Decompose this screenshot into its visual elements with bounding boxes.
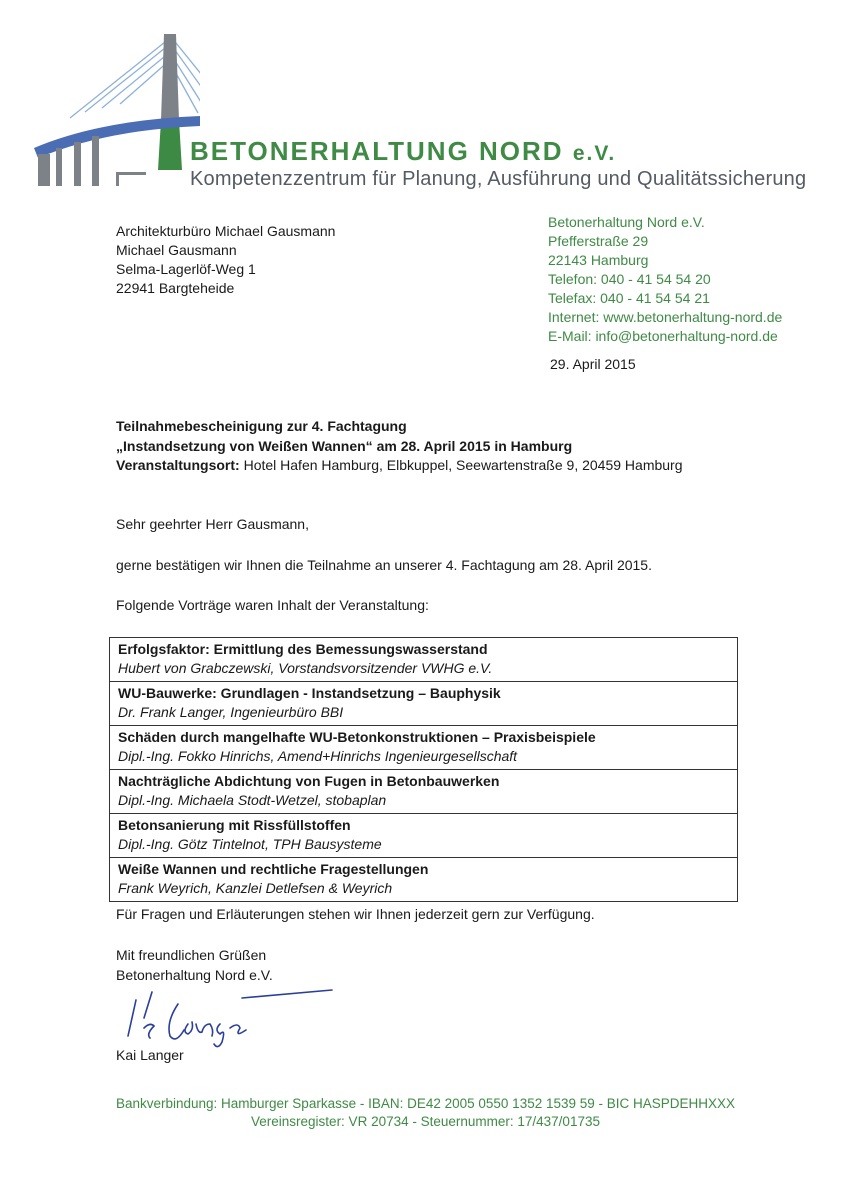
- recipient-line: Architekturbüro Michael Gausmann: [116, 223, 336, 239]
- paragraph-confirmation: gerne bestätigen wir Ihnen die Teilnahme an unserer 4. Fachtagung am 28. April 2015.: [116, 557, 652, 573]
- signer-name: Kai Langer: [116, 1047, 184, 1063]
- paragraph-talks-intro: Folgende Vorträge waren Inhalt der Veranstaltung:: [116, 597, 429, 613]
- recipient-line: Selma-Lagerlöf-Weg 1: [116, 261, 256, 277]
- talk-speaker: Hubert von Grabczewski, Vorstandsvorsitzender VWHG e.V.: [118, 660, 493, 676]
- talk-title: Nachträgliche Abdichtung von Fugen in Betonbauwerken: [118, 773, 500, 789]
- talk-speaker: Dr. Frank Langer, Ingenieurbüro BBI: [118, 704, 344, 720]
- talks-table: [109, 637, 738, 902]
- talk-row: [110, 770, 737, 814]
- footer-bank: Bankverbindung: Hamburger Sparkasse - IBAN: DE42 2005 0550 1352 1539 59 - BIC HASPDEHHXXX: [115, 1096, 736, 1111]
- talk-speaker: Dipl.-Ing. Fokko Hinrichs, Amend+Hinrichs Ingenieurgesellschaft: [118, 748, 518, 764]
- talk-row: [110, 726, 737, 770]
- venue-label: Veranstaltungsort:: [116, 457, 240, 473]
- logo: [30, 30, 200, 190]
- talk-speaker: Dipl.-Ing. Michaela Stodt-Wetzel, stobaplan: [118, 792, 387, 808]
- talk-title: Erfolgsfaktor: Ermittlung des Bemessungswasserstand: [118, 641, 488, 657]
- talk-title: Betonsanierung mit Rissfüllstoffen: [118, 817, 351, 833]
- talk-speaker: Frank Weyrich, Kanzlei Detlefsen & Weyrich: [118, 880, 393, 896]
- org-name-suffix: e.V.: [572, 142, 617, 165]
- talk-title: Weiße Wannen und rechtliche Fragestellungen: [118, 861, 429, 877]
- sender-line: 22143 Hamburg: [548, 252, 649, 268]
- closing-note: Für Fragen und Erläuterungen stehen wir Ihnen jederzeit gern zur Verfügung.: [116, 906, 595, 922]
- recipient-address: [116, 222, 335, 298]
- sender-line: Betonerhaltung Nord e.V.: [548, 214, 705, 230]
- venue-value: Hotel Hafen Hamburg, Elbkuppel, Seewartenstraße 9, 20459 Hamburg: [239, 457, 683, 473]
- greeting: Mit freundlichen Grüßen: [116, 947, 267, 963]
- talk-row: [110, 682, 737, 726]
- sender-website[interactable]: Internet: www.betonerhaltung-nord.de: [548, 309, 783, 325]
- signature-icon: [122, 978, 342, 1053]
- recipient-line: 22941 Bargteheide: [116, 280, 235, 296]
- sender-line: Pfefferstraße 29: [548, 233, 649, 249]
- recipient-line: Michael Gausmann: [116, 242, 237, 258]
- subject-line-1: Teilnahmebescheinigung zur 4. Fachtagung: [116, 418, 407, 434]
- sender-fax: Telefax: 040 - 41 54 54 21: [548, 290, 710, 306]
- talk-title: Schäden durch mangelhafte WU-Betonkonstruktionen – Praxisbeispiele: [118, 729, 596, 745]
- org-name: [190, 136, 616, 167]
- signature: [122, 978, 342, 1053]
- bridge-logo-icon: [30, 30, 200, 190]
- footer-register: Vereinsregister: VR 20734 - Steuernummer: 17/437/01735: [251, 1114, 600, 1129]
- org-tagline: Kompetenzzentrum für Planung, Ausführung und Qualitätssicherung: [190, 168, 807, 190]
- letter-date: 29. April 2015: [550, 356, 636, 372]
- greeting-org: Betonerhaltung Nord e.V.: [116, 967, 273, 983]
- talk-row: [110, 858, 737, 902]
- talk-row: [110, 814, 737, 858]
- subject-line-2: „Instandsetzung von Weißen Wannen“ am 28. April 2015 in Hamburg: [116, 437, 573, 454]
- talk-title: WU-Bauwerke: Grundlagen - Instandsetzung – Bauphysik: [118, 685, 501, 701]
- sender-phone: Telefon: 040 - 41 54 54 20: [548, 271, 711, 287]
- sender-address: [548, 213, 782, 346]
- talk-row: [110, 638, 737, 682]
- subject: [116, 417, 683, 476]
- talk-speaker: Dipl.-Ing. Götz Tintelnot, TPH Bausysteme: [118, 836, 382, 852]
- sender-email[interactable]: E-Mail: info@betonerhaltung-nord.de: [548, 328, 778, 344]
- salutation: Sehr geehrter Herr Gausmann,: [116, 516, 309, 532]
- org-name-main: BETONERHALTUNG NORD: [190, 136, 564, 166]
- subject-venue: [116, 456, 683, 476]
